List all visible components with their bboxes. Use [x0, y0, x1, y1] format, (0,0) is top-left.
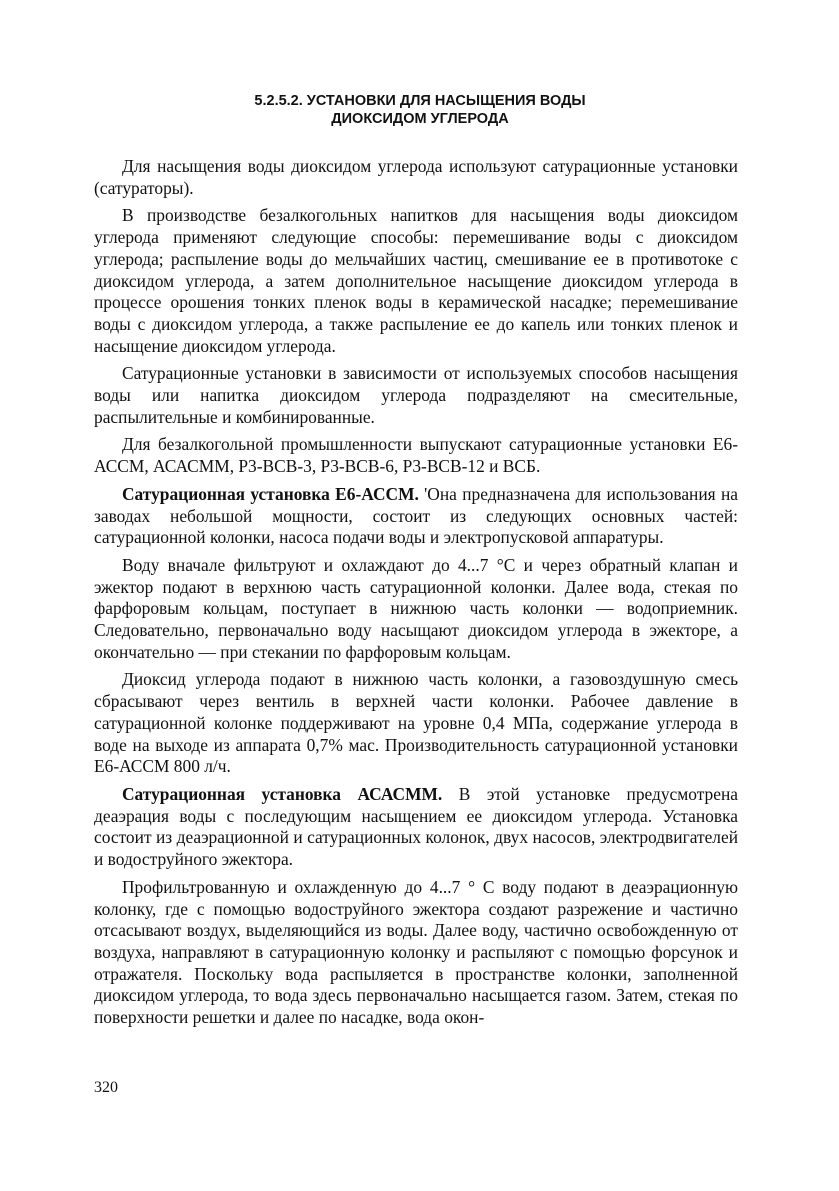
paragraph-text: В производстве безалкогольных напитков для насыщения воды диоксидом углерода применяют следующие способы: перемешивание воды с диоксидом углерода; распыление воды до мельчайших частиц, смешивание ее в противотоке с диоксидом углерода, а затем дополнительное насыщение диоксидом углерода в процессе орошения тонких пленок воды в керамической насадке; перемешивание воды с диоксидом углерода, а также распыление ее до капель или тонких пленок и насыщение диоксидом углерода.	[94, 205, 738, 356]
section-heading	[80, 92, 760, 128]
paragraph-text: Воду вначале фильтруют и охлаждают до 4...7 °С и через обратный клапан и эжектор подают в верхнюю часть сатурационной колонки. Далее вода, стекая по фарфоровым кольцам, поступает в нижнюю часть колонки — водоприемник. Следовательно, первоначально воду насыщают диоксидом углерода в эжекторе, а окончательно — при стекании по фарфоровым кольцам.	[94, 554, 738, 662]
section-heading-line-2: ДИОКСИДОМ УГЛЕРОДА	[331, 111, 509, 127]
paragraph-text: Для насыщения воды диоксидом углерода используют сатурационные установки (сатураторы).	[94, 156, 738, 198]
paragraph	[94, 784, 738, 871]
paragraph-run-in-heading: Сатурационная установка АСАСММ.	[122, 783, 443, 804]
paragraph-text: Для безалкогольной промышленности выпускают сатурационные установки Е6-АССМ, АСАСММ, Р3-ВСВ-3, Р3-ВСВ-6, Р3-ВСВ-12 и ВСБ.	[94, 434, 738, 477]
paragraph-text: Диоксид углерода подают в нижнюю часть колонки, а газовоздушную смесь сбрасывают через вентиль в верхней части колонки. Рабочее давление в сатурационной колонке поддерживают на уровне 0,4 МПа, содержание углерода в воде на выходе из аппарата 0,7% мас. Производительность сатурационной установки Е6-АССМ 800 л/ч.	[94, 669, 738, 777]
body-text	[94, 156, 738, 1035]
paragraph-text: Сатурационные установки в зависимости от используемых способов насыщения воды или напитка диоксидом углерода подразделяют на смесительные, распылительные и комбинированные.	[94, 363, 738, 427]
paragraph-text: Профильтрованную и охлажденную до 4...7 ° С воду подают в деаэрационную колонку, где с помощью водоструйного эжектора создают разрежение и частично отсасывают воздух, выделяющийся из воды. Далее воду, частично освобожденную от воздуха, направляют в сатурационную колонку и распыляют с помощью форсунок и отражателя. Поскольку вода распыляется в пространстве колонки, заполненной диоксидом углерода, то вода здесь первоначально насыщается газом. Затем, стекая по поверхности решетки и далее по насадке, вода окон-	[94, 876, 738, 1028]
paragraph	[94, 363, 738, 428]
paragraph	[94, 434, 738, 477]
page-number: 320	[94, 1079, 118, 1096]
paragraph	[94, 156, 738, 199]
paragraph-text: 'Она предназначена для использования на заводах небольшой мощности, состоит из следующих основных частей: сатурационной колонки, насоса подачи воды и электропусковой аппаратуры.	[94, 483, 738, 548]
paragraph	[94, 555, 738, 664]
paragraph	[94, 205, 738, 357]
paragraph-run-in-heading: Сатурационная установка Е6-АССМ.	[122, 483, 419, 504]
paragraph	[94, 877, 738, 1029]
paragraph	[94, 484, 738, 549]
paragraph	[94, 669, 738, 778]
paragraph-text: В этой установке предусмотрена деаэрация воды с последующим насыщением ее диоксидом углерода. Установка состоит из деаэрационной и сатурационных колонок, двух насосов, электродвигателей и водоструйного эжектора.	[94, 783, 738, 870]
section-heading-line-1: 5.2.5.2. УСТАНОВКИ ДЛЯ НАСЫЩЕНИЯ ВОДЫ	[254, 93, 586, 109]
